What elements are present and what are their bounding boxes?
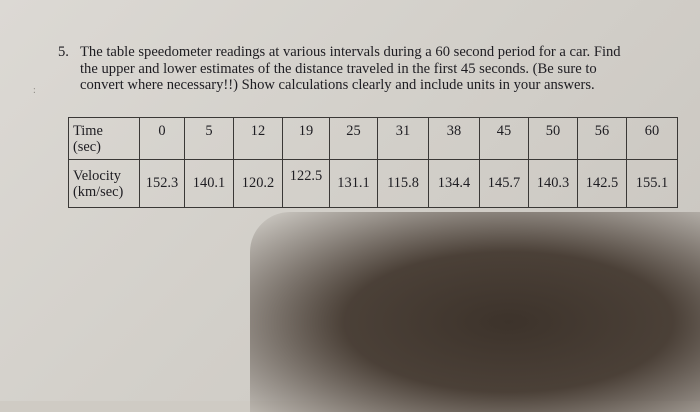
velocity-cell: 152.3 xyxy=(140,160,185,208)
time-header-cell xyxy=(69,118,140,160)
problem-line: convert where necessary!!) Show calculations clearly and include units in your answers. xyxy=(80,77,595,93)
problem-text xyxy=(80,44,678,94)
time-cell: 56 xyxy=(578,118,627,160)
velocity-cell: 142.5 xyxy=(578,160,627,208)
velocity-cell: 140.3 xyxy=(529,160,578,208)
time-cell: 5 xyxy=(185,118,234,160)
velocity-cell: 145.7 xyxy=(480,160,529,208)
problem-line: The table speedometer readings at various intervals during a 60 second period for a car. Find xyxy=(80,44,621,60)
time-cell: 0 xyxy=(140,118,185,160)
velocity-row xyxy=(69,160,678,208)
time-cell: 60 xyxy=(627,118,678,160)
margin-mark: : xyxy=(33,85,36,96)
velocity-cell: 115.8 xyxy=(378,160,429,208)
time-cell: 50 xyxy=(529,118,578,160)
time-header-unit: (sec) xyxy=(73,138,101,155)
hand-shadow xyxy=(250,212,700,412)
time-cell: 25 xyxy=(330,118,378,160)
velocity-cell: 155.1 xyxy=(627,160,678,208)
time-row xyxy=(69,118,678,160)
time-cell: 12 xyxy=(234,118,283,160)
time-cell: 19 xyxy=(283,118,330,160)
velocity-cell: 120.2 xyxy=(234,160,283,208)
velocity-header-label: Velocity xyxy=(73,167,121,184)
time-header-label: Time xyxy=(73,122,103,139)
velocity-header-cell xyxy=(69,160,140,208)
velocity-header-unit: (km/sec) xyxy=(73,183,124,200)
time-cell: 31 xyxy=(378,118,429,160)
velocity-cell: 122.5 xyxy=(283,160,330,208)
problem-statement xyxy=(58,44,678,94)
problem-number: 5. xyxy=(58,44,69,60)
velocity-cell: 131.1 xyxy=(330,160,378,208)
velocity-cell: 134.4 xyxy=(429,160,480,208)
problem-line: the upper and lower estimates of the distance traveled in the first 45 seconds. (Be sure to xyxy=(80,60,597,77)
time-cell: 38 xyxy=(429,118,480,160)
velocity-cell: 140.1 xyxy=(185,160,234,208)
time-cell: 45 xyxy=(480,118,529,160)
speedometer-table xyxy=(68,117,678,208)
